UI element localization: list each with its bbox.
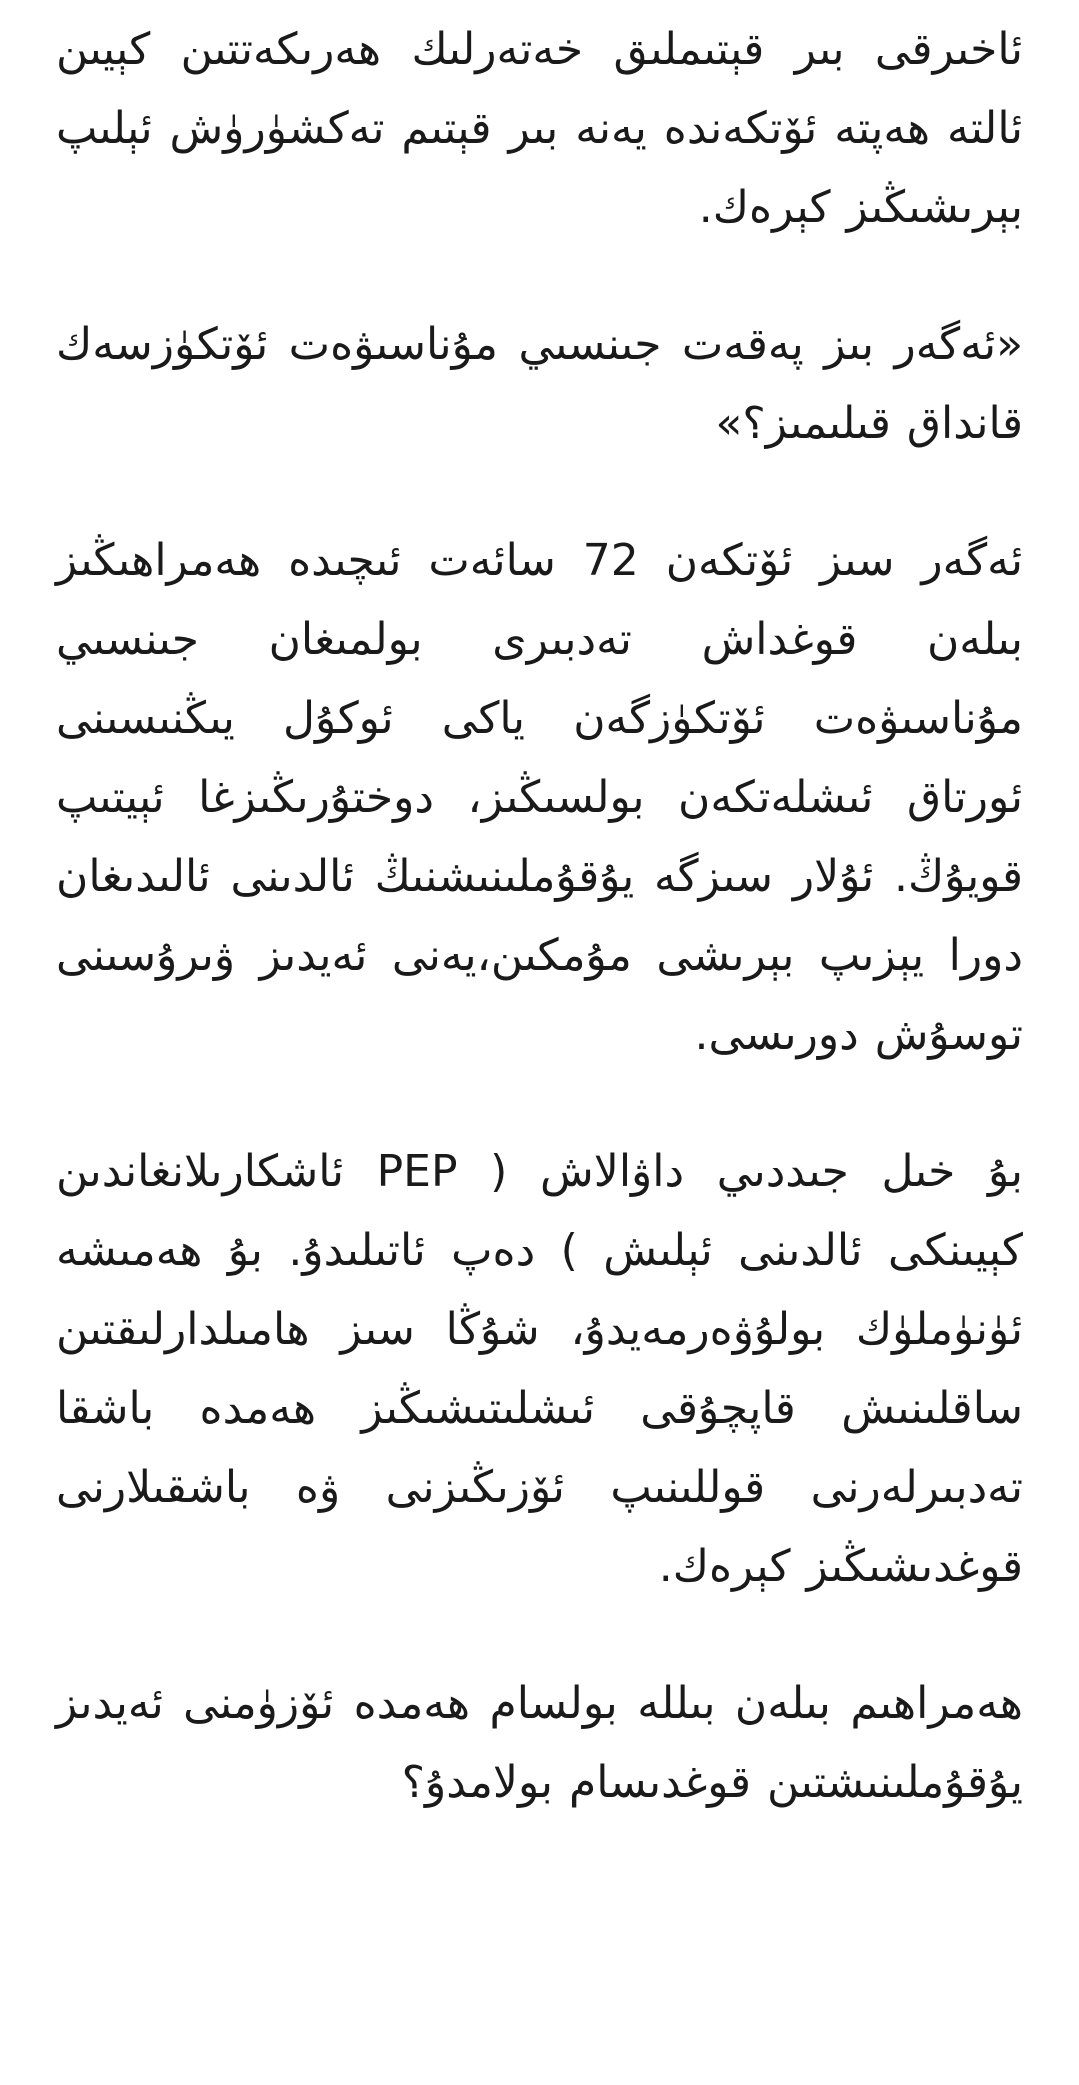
paragraph-pep: بۇ خىل جىددىي داۋالاش ( PEP ئاشكارىلانغاندىن كېيىنكى ئالدىنى ئېلىش ) دەپ ئاتىلىدۇ. بۇ ھەمىشە ئۈنۈملۈك بولۇۋەرمەيدۇ، شۇڭا سىز ھامىلدارلىقتىن ساقلىنىش قاپچۇقى ئىشلىتىشىڭىز ھەمدە باشقا تەدبىرلەرنى قوللىنىپ ئۆزىڭىزنى ۋە باشقىلارنى قوغدىشىڭىز كېرەك. (56, 1146, 1024, 1592)
paragraph-retest: ئاخىرقى بىر قېتىملىق خەتەرلىك ھەرىكەتتىن كېيىن ئالتە ھەپتە ئۆتكەندە يەنە بىر قېتىم تەكشۈرۈش ئېلىپ بېرىشىڭىز كېرەك. (56, 24, 1023, 233)
paragraph-72-hours: ئەگەر سىز ئۆتكەن 72 سائەت ئىچىدە ھەمراھىڭىز بىلەن قوغداش تەدبىرى بولمىغان جىنسىي مۇناسىۋەت ئۆتكۈزگەن ياكى ئوكۇل يىڭنىسىنى ئورتاق ئىشلەتكەن بولسىڭىز، دوختۇرىڭىزغا ئېيتىپ قويۇڭ. ئۇلار سىزگە يۇقۇملىنىشنىڭ ئالدىنى ئالىدىغان دورا يېزىپ بېرىشى مۇمكىن،يەنى ئەيدىز ۋىرۇسىنى توسۇش دورىسى. (56, 535, 1023, 1060)
paragraph-question-sex: «ئەگەر بىز پەقەت جىنسىي مۇناسىۋەت ئۆتكۈزسەك قانداق قىلىمىز؟» (56, 319, 1023, 449)
article-body (56, 10, 1023, 1880)
paragraph-question-partner: ھەمراھىم بىلەن بىللە بولسام ھەمدە ئۆزۈمنى ئەيدىز يۇقۇملىنىشتىن قوغدىسام بولامدۇ؟ (56, 1678, 1023, 1808)
